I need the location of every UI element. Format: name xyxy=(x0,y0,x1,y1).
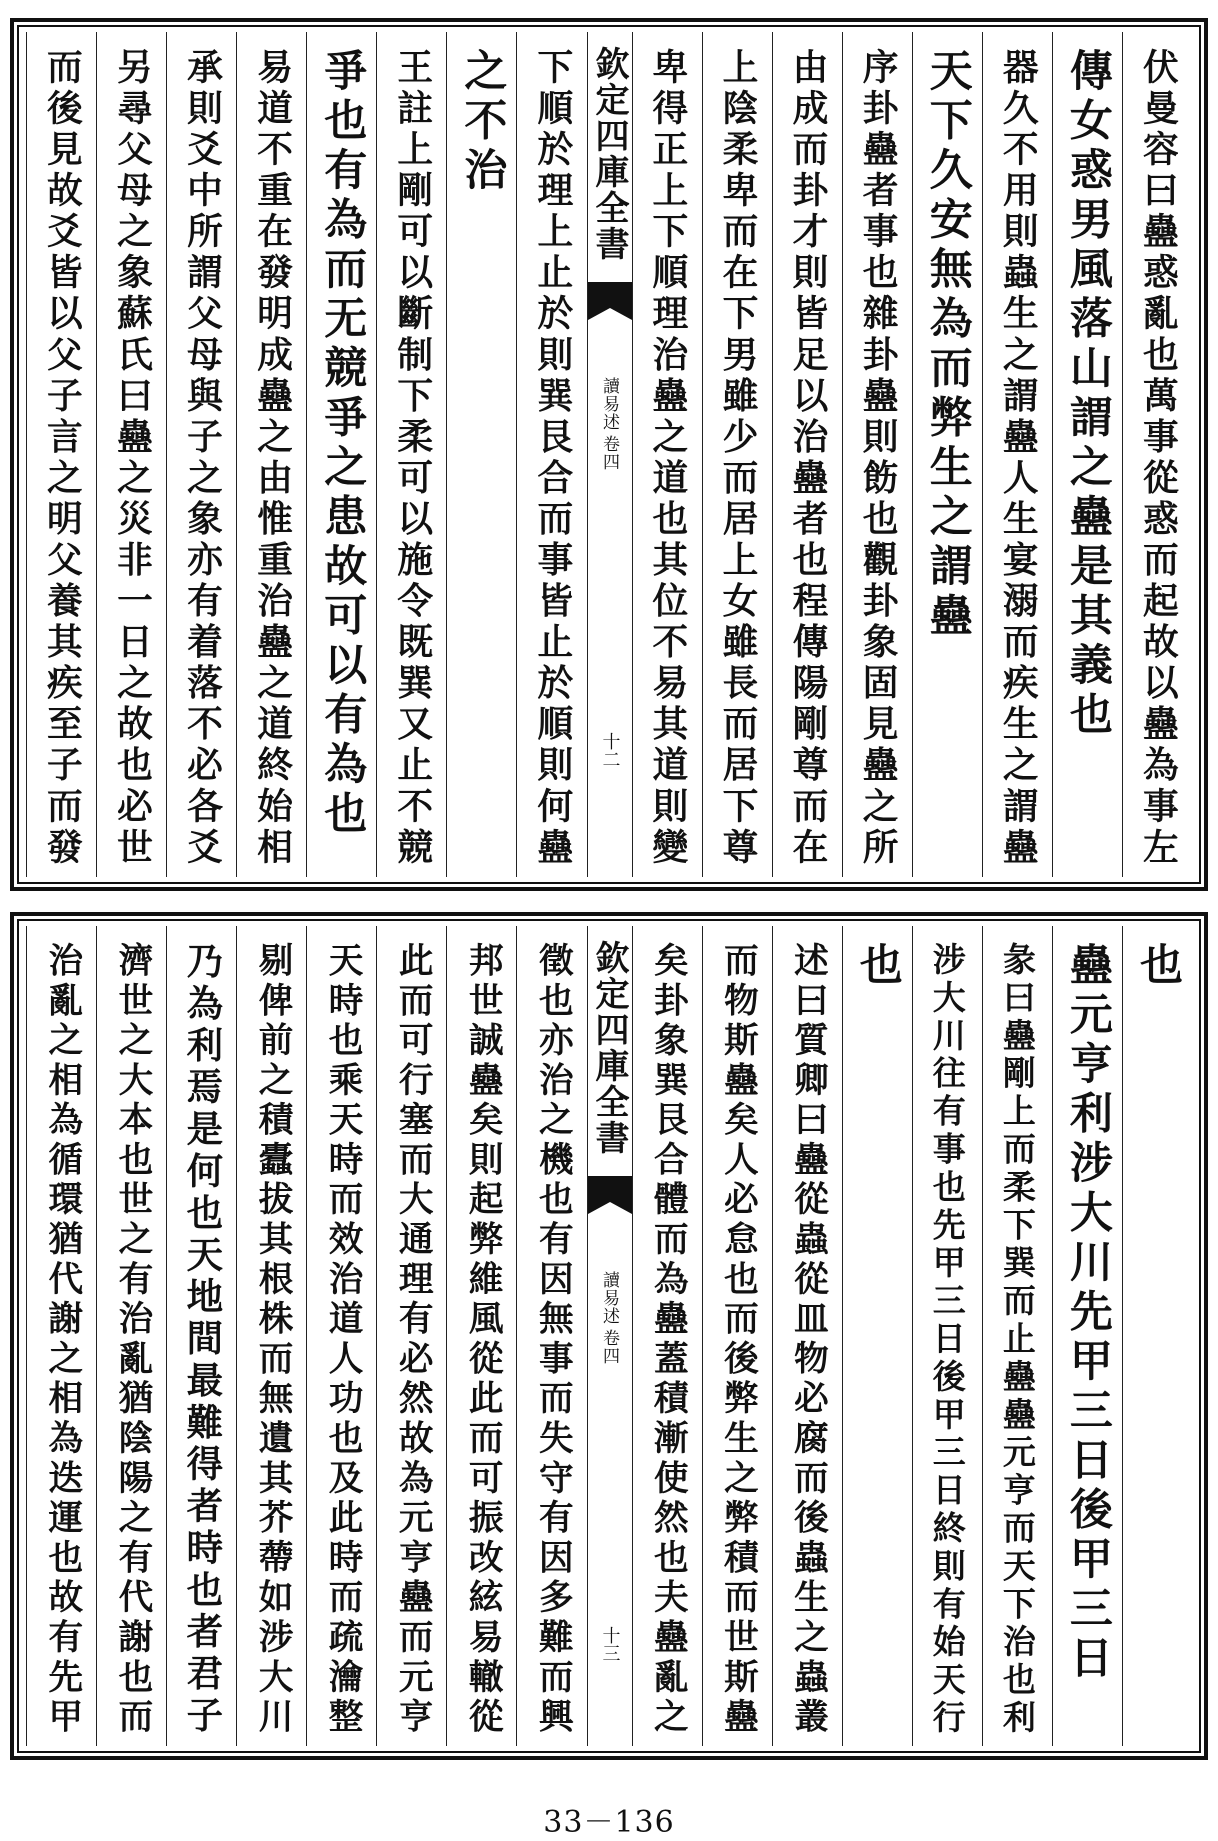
text-column xyxy=(702,32,772,877)
column-text: 序卦蠱者事也雜卦蠱則飭也觀卦象固見蠱之所 xyxy=(857,48,900,869)
text-column xyxy=(26,926,96,1746)
margin-volume: 卷四 xyxy=(599,1329,619,1365)
text-column xyxy=(912,32,982,877)
text-column xyxy=(166,926,236,1746)
column-text: 由成而卦才則皆足以治蠱者也程傳陽剛尊而在 xyxy=(787,48,830,869)
text-column xyxy=(1052,926,1122,1746)
margin-book-info xyxy=(597,377,622,471)
text-column xyxy=(842,926,912,1746)
column-text: 也 xyxy=(1132,942,1183,992)
margin-title: 欽定四庫全書 xyxy=(589,46,629,262)
column-text: 述曰質卿曰蠱從蟲從皿物必腐而後蟲生之蟲叢 xyxy=(787,942,829,1738)
text-column xyxy=(306,32,376,877)
text-column xyxy=(632,32,702,877)
margin-title: 欽定四庫全書 xyxy=(589,940,629,1156)
column-text: 治亂之相為循環猶代謝之相為迭運也故有先甲 xyxy=(41,942,83,1738)
text-column xyxy=(772,32,842,877)
text-column xyxy=(516,32,586,877)
page-bottom xyxy=(10,912,1208,1760)
margin-folio: 十三 xyxy=(599,1626,621,1662)
margin-book-info xyxy=(597,1271,622,1365)
column-text: 傳女惑男風落山謂之蠱是其義也 xyxy=(1062,48,1113,741)
fishtail-mark xyxy=(588,1176,632,1202)
center-margin xyxy=(587,926,632,1746)
column-text: 邦世誠蠱矣則起弊維風從此而可振改絃易轍從 xyxy=(462,942,504,1738)
fishtail-mark xyxy=(588,282,632,308)
center-margin xyxy=(587,32,632,877)
text-column xyxy=(376,926,446,1746)
text-column xyxy=(446,32,516,877)
column-text: 矣卦象巽艮合體而為蠱蓋積漸使然也夫蠱亂之 xyxy=(647,942,689,1738)
margin-book-title: 讀易述 xyxy=(599,1271,619,1325)
text-column xyxy=(236,926,306,1746)
text-column xyxy=(446,926,516,1746)
column-text: 爭也有為而无競爭之患故可以有為也 xyxy=(317,48,368,840)
text-column xyxy=(982,32,1052,877)
column-text: 伏曼容曰蠱惑亂也萬事從惑而起故以蠱為事左 xyxy=(1137,48,1180,869)
text-columns xyxy=(26,32,1192,877)
column-text: 天時也乘天時而效治道人功也及此時而疏瀹整 xyxy=(322,942,364,1738)
column-text: 而物斯蠱矣人必怠也而後弊生之弊積而世斯蠱 xyxy=(717,942,759,1738)
column-text: 而後見故爻皆以父子言之明父養其疾至子而發 xyxy=(41,48,84,869)
column-text: 卑得正上下順理治蠱之道也其位不易其道則變 xyxy=(646,48,689,869)
text-column xyxy=(1122,32,1192,877)
column-text: 之不治 xyxy=(457,48,508,197)
text-column xyxy=(1122,926,1192,1746)
column-text: 蠱元亨利涉大川先甲三日後甲三日 xyxy=(1062,942,1113,1685)
column-text: 王註上剛可以斷制下柔可以施令既巽又止不競 xyxy=(391,48,434,869)
column-text: 下順於理上止於則巽艮合而事皆止於順則何蠱 xyxy=(531,48,574,869)
column-text: 器久不用則蟲生之謂蠱人生宴溺而疾生之謂蠱 xyxy=(997,48,1040,869)
text-column xyxy=(236,32,306,877)
text-column xyxy=(166,32,236,877)
margin-folio: 十二 xyxy=(599,732,621,768)
text-column xyxy=(1052,32,1122,877)
column-text: 此而可行塞而大通理有必然故為元亨蠱而元亨 xyxy=(392,942,434,1738)
column-text: 承則爻中所謂父母與子之象亦有着落不必各爻 xyxy=(181,48,224,869)
column-text: 也 xyxy=(852,942,903,992)
column-text: 上陰柔卑而在下男雖少而居上女雖長而居下尊 xyxy=(716,48,759,869)
text-column xyxy=(376,32,446,877)
text-columns xyxy=(26,926,1192,1746)
text-column xyxy=(632,926,702,1746)
page-top xyxy=(10,18,1208,891)
column-text: 另尋父母之象蘇氏曰蠱之災非一日之故也必世 xyxy=(111,48,154,869)
text-column xyxy=(842,32,912,877)
text-column xyxy=(912,926,982,1746)
text-column xyxy=(26,32,96,877)
text-column xyxy=(96,926,166,1746)
column-text: 濟世之大本也世之有治亂猶陰陽之有代謝也而 xyxy=(111,942,153,1738)
text-column xyxy=(702,926,772,1746)
column-text: 剔俾前之積蠹拔其根株而無遺其芥蔕如涉大川 xyxy=(252,942,294,1738)
column-text: 天下久安無為而弊生之謂蠱 xyxy=(922,48,973,642)
text-column xyxy=(772,926,842,1746)
column-text: 涉大川往有事也先甲三日後甲三日終則有始天行 xyxy=(927,942,967,1738)
column-text: 徵也亦治之機也有因無事而失守有因多難而興 xyxy=(532,942,574,1738)
text-column xyxy=(982,926,1052,1746)
column-text: 乃為利焉是何也天地間最難得者時也者君子 xyxy=(180,942,224,1738)
column-text: 彖曰蠱剛上而柔下巽而止蠱蠱元亨而天下治也利 xyxy=(997,942,1037,1738)
margin-book-title: 讀易述 xyxy=(599,377,619,431)
text-column xyxy=(516,926,586,1746)
page-number: 33－136 xyxy=(543,1805,675,1840)
margin-volume: 卷四 xyxy=(599,435,619,471)
text-column xyxy=(96,32,166,877)
column-text: 易道不重在發明成蠱之由惟重治蠱之道終始相 xyxy=(251,48,294,869)
text-column xyxy=(306,926,376,1746)
